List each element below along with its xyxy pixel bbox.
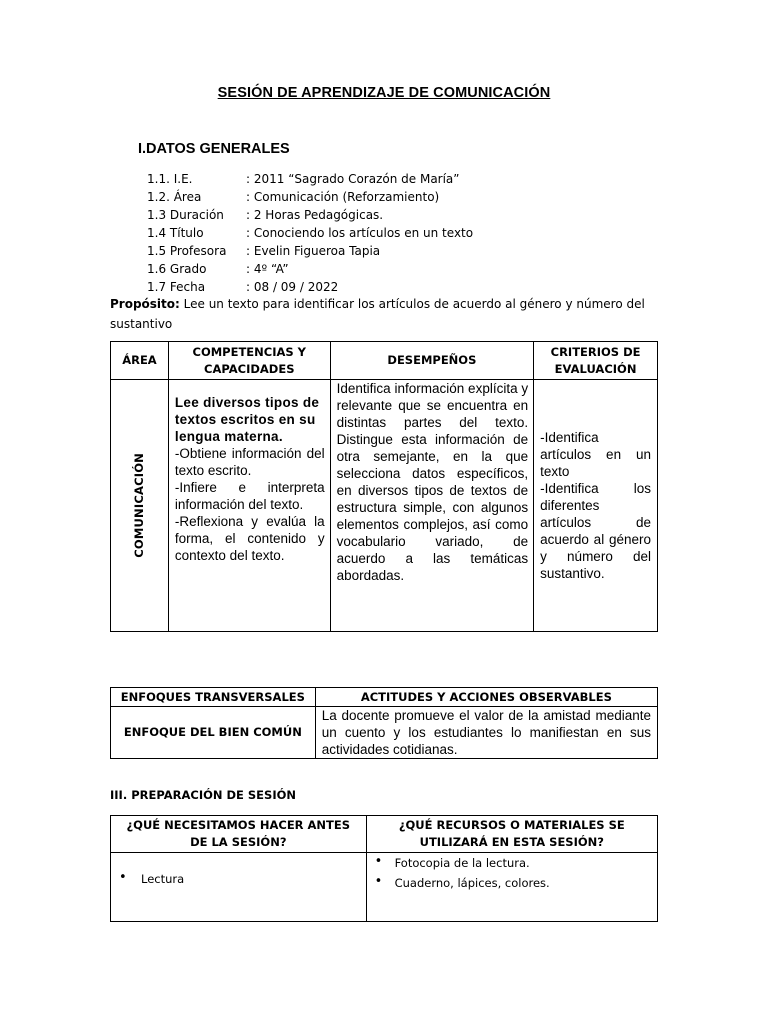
general-row-profesora — [147, 242, 473, 260]
page-title: SESIÓN DE APRENDIZAJE DE COMUNICACIÓN — [217, 85, 551, 101]
preparacion-content-row — [111, 853, 658, 922]
general-label: 1.6 Grado — [147, 262, 207, 276]
desempeno-cell — [330, 380, 534, 632]
antes-cell — [111, 853, 367, 922]
capacidad-item: -Reflexiona y evalúa la forma, el contenido y contexto del texto. — [174, 514, 325, 563]
desempeno-text: Identifica información explícita y relevante que se encuentra en distintas partes del texto. Distingue esta información de otra semejante, en la que selecciona datos específicos, en diversos tipos de textos de estructura simple, con algunos elementos complejos, así como vocabulario variado, de acuerdo a las temáticas abordadas. — [336, 381, 529, 583]
header-area: ÁREA — [111, 342, 169, 380]
general-value: : 4º “A” — [246, 262, 289, 276]
proposito-text: Lee un texto para identificar los artículos de acuerdo al género y número del sustantivo — [110, 297, 645, 331]
general-value: : 08 / 09 / 2022 — [246, 280, 339, 294]
enfoques-table — [110, 687, 658, 759]
capacidad-item: -Infiere e interpreta información del texto. — [174, 480, 325, 512]
general-label: 1.3 Duración — [147, 208, 224, 222]
header-actitudes: ACTITUDES Y ACCIONES OBSERVABLES — [315, 688, 657, 707]
general-label: 1.5 Profesora — [147, 244, 227, 258]
header-criterios: CRITERIOS DE EVALUACIÓN — [534, 342, 658, 380]
competencias-content-row — [111, 380, 658, 632]
general-label: 1.1. I.E. — [147, 172, 193, 186]
competencias-header-row — [111, 342, 658, 380]
enfoque-bien-comun: ENFOQUE DEL BIEN COMÚN — [111, 707, 316, 759]
general-data-list — [147, 170, 473, 296]
criterio-item: -Identifica artículos en un texto — [540, 430, 651, 479]
list-item: • Cuaderno, lápices, colores. — [367, 873, 657, 893]
general-value: : Conociendo los artículos en un texto — [246, 226, 474, 240]
recursos-list — [367, 853, 657, 893]
criterio-item: -Identifica los diferentes artículos de acuerdo al género y número del sustantivo. — [540, 481, 651, 581]
general-row-ie — [147, 170, 473, 188]
antes-list — [111, 869, 366, 889]
area-label: COMUNICACIÓN — [132, 453, 147, 558]
header-desempenos: DESEMPEÑOS — [330, 342, 534, 380]
competencia-title: Lee diversos tipos de textos escritos en su lengua materna. — [174, 395, 320, 444]
section-title-datos-generales: I.DATOS GENERALES — [138, 141, 290, 157]
general-label: 1.4 Título — [147, 226, 204, 240]
actitud-text: La docente promueve el valor de la amistad mediante un cuento y los estudiantes lo manifiestan en sus actividades cotidianas. — [321, 708, 651, 757]
list-item: • Lectura — [111, 869, 366, 889]
actitud-cell — [315, 707, 657, 759]
general-row-area — [147, 188, 473, 206]
header-recursos: ¿QUÉ RECURSOS O MATERIALES SE UTILIZARÁ EN ESTA SESIÓN? — [366, 816, 657, 853]
competencias-table — [110, 341, 658, 632]
general-value: : 2 Horas Pedagógicas. — [246, 208, 384, 222]
preparacion-header-row — [111, 816, 658, 853]
general-value: : Evelin Figueroa Tapia — [246, 244, 381, 258]
proposito-label: Propósito: — [110, 297, 180, 311]
capacidad-item: -Obtiene información del texto escrito. — [174, 446, 325, 478]
general-value: : Comunicación (Reforzamiento) — [246, 190, 440, 204]
list-item: • Fotocopia de la lectura. — [367, 853, 657, 873]
general-label: 1.7 Fecha — [147, 280, 206, 294]
general-label: 1.2. Área — [147, 190, 202, 204]
competencias-cell — [168, 380, 330, 632]
area-cell — [111, 380, 169, 632]
header-enfoques: ENFOQUES TRANSVERSALES — [111, 688, 316, 707]
enfoques-content-row — [111, 707, 658, 759]
enfoques-header-row — [111, 688, 658, 707]
recursos-cell — [366, 853, 657, 922]
general-row-titulo — [147, 224, 473, 242]
header-competencias: COMPETENCIAS Y CAPACIDADES — [168, 342, 330, 380]
general-row-grado — [147, 260, 473, 278]
general-row-duracion — [147, 206, 473, 224]
criterios-cell — [534, 380, 658, 632]
general-value: : 2011 “Sagrado Corazón de María” — [246, 172, 460, 186]
section-title-preparacion: III. PREPARACIÓN DE SESIÓN — [110, 788, 297, 802]
preparacion-table — [110, 815, 658, 922]
header-antes: ¿QUÉ NECESITAMOS HACER ANTES DE LA SESIÓN? — [111, 816, 367, 853]
proposito-paragraph — [110, 294, 660, 334]
